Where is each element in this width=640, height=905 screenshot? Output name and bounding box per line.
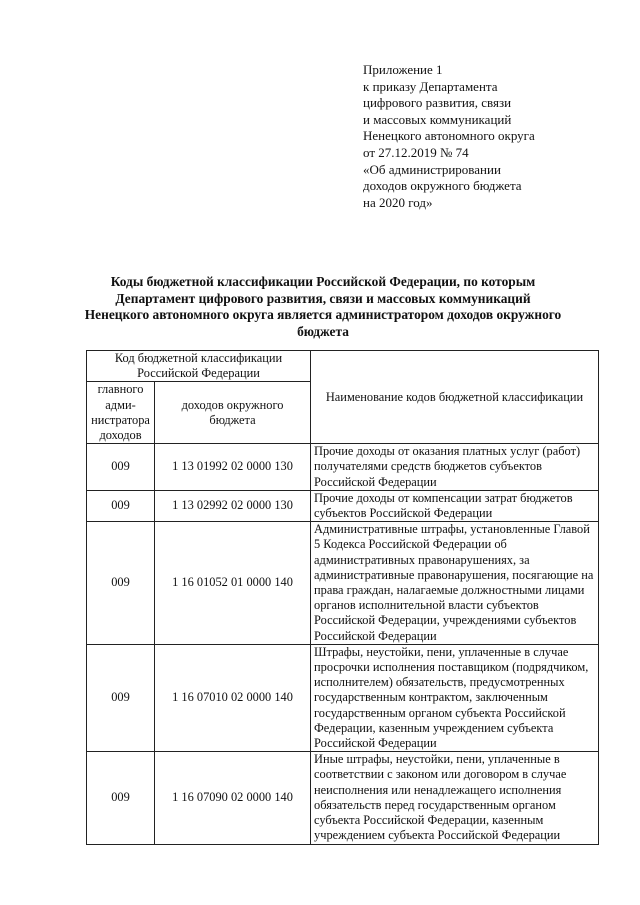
admin-code-cell: 009: [87, 444, 155, 491]
kbk-code-cell: 1 16 07010 02 0000 140: [155, 644, 311, 751]
appendix-block: [363, 62, 613, 211]
kbk-name-cell: Административные штрафы, установленные Главой 5 Кодекса Российской Федерации об административных правонарушениях, за административные правонарушения, посягающие на права граждан, налагаемые должностными лицами органов исполнительной власти субъектов Российской Федерации, учреждениями субъектов Российской Федерации: [311, 522, 599, 645]
kbk-name-cell: Иные штрафы, неустойки, пени, уплаченные в соответствии с законом или договором в случае неисполнения или ненадлежащего исполнения обязательств перед государственным органом субъекта Российской Федерации, казенным учреждением субъекта Российской Федерации: [311, 752, 599, 844]
title-line: бюджета: [297, 323, 349, 339]
appendix-line: доходов окружного бюджета: [363, 178, 522, 194]
kbk-name-cell: Прочие доходы от оказания платных услуг (работ) получателями средств бюджетов субъектов Российской Федерации: [311, 444, 599, 491]
title-line: Коды бюджетной классификации Российской Федерации, по которым: [110, 274, 536, 289]
appendix-line: «Об администрировании: [363, 161, 501, 177]
table-row: [87, 644, 599, 751]
admin-code-cell: 009: [87, 490, 155, 521]
table-row: [87, 522, 599, 645]
admin-code-cell: 009: [87, 752, 155, 844]
header-name: Наименование кодов бюджетной классификации: [311, 351, 599, 444]
budget-codes-table: [86, 350, 599, 845]
kbk-code-cell: 1 16 07090 02 0000 140: [155, 752, 311, 844]
kbk-code-cell: 1 16 01052 01 0000 140: [155, 522, 311, 645]
kbk-name-cell: Прочие доходы от компенсации затрат бюджетов субъектов Российской Федерации: [311, 490, 599, 521]
table-header-row: [87, 351, 599, 382]
appendix-line: Ненецкого автономного округа: [363, 128, 535, 144]
appendix-line: цифрового развития, связи: [363, 95, 512, 111]
appendix-line: и массовых коммуникаций: [363, 111, 512, 127]
appendix-line: на 2020 год»: [363, 194, 433, 210]
appendix-line: от 27.12.2019 № 74: [363, 144, 469, 160]
admin-code-cell: 009: [87, 522, 155, 645]
appendix-line: к приказу Департамента: [363, 78, 498, 94]
kbk-name-cell: Штрафы, неустойки, пени, уплаченные в случае просрочки исполнения поставщиком (подрядчиком, исполнителем) обязательств, предусмотренных государственным контрактом, заключенным государственным органом субъекта Российской Федерации, казенным учреждением субъекта Российской Федерации: [311, 644, 599, 751]
kbk-code-cell: 1 13 02992 02 0000 130: [155, 490, 311, 521]
table-row: [87, 444, 599, 491]
header-kbk-group: Код бюджетной классификации Российской Федерации: [87, 351, 311, 382]
document-title: [80, 274, 566, 340]
appendix-line: Приложение 1: [363, 62, 443, 77]
title-line: Департамент цифрового развития, связи и массовых коммуникаций: [115, 290, 531, 306]
table-row: [87, 490, 599, 521]
admin-code-cell: 009: [87, 644, 155, 751]
header-admin: главного адми-нистратора доходов: [87, 382, 155, 444]
table-row: [87, 752, 599, 844]
title-line: Ненецкого автономного округа является администратором доходов окружного: [84, 307, 562, 323]
kbk-code-cell: 1 13 01992 02 0000 130: [155, 444, 311, 491]
header-income: доходов окружного бюджета: [155, 382, 311, 444]
